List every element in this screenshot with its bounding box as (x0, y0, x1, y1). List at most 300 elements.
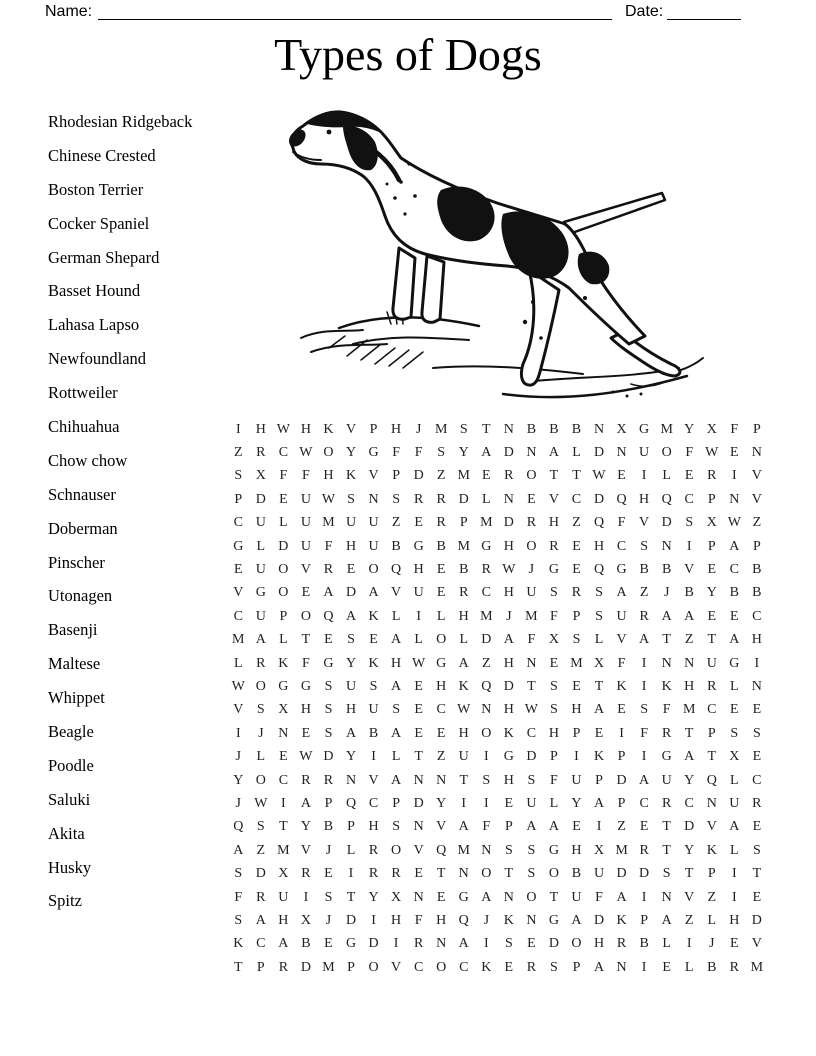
grid-letter: S (595, 585, 603, 601)
grid-letter: D (593, 445, 605, 461)
grid-letter: E (324, 632, 333, 648)
grid-letter: S (572, 632, 581, 648)
grid-letter: G (616, 562, 627, 578)
grid-letter: N (526, 655, 537, 671)
grid-letter: O (278, 562, 289, 578)
grid-letter: E (414, 515, 423, 531)
grid-letter: I (619, 725, 624, 741)
grid-letter: A (300, 795, 311, 811)
grid-letter: U (300, 515, 311, 531)
grid-letter: H (593, 936, 605, 952)
grid-letter: M (457, 468, 470, 484)
grid-letter: L (707, 912, 717, 928)
grid-letter: K (616, 678, 627, 694)
grid-letter: W (299, 749, 313, 765)
word-list-item: Spitz (48, 891, 82, 911)
grid-letter: S (256, 702, 265, 718)
grid-letter: B (301, 936, 311, 952)
grid-letter: S (527, 842, 536, 858)
grid-letter: F (617, 515, 626, 531)
grid-letter: W (524, 702, 538, 718)
grid-letter: L (436, 608, 446, 624)
name-label: Name: (45, 3, 93, 20)
grid-letter: W (502, 562, 516, 578)
grid-letter: T (346, 889, 356, 905)
grid-letter: G (436, 655, 447, 671)
grid-letter: Y (368, 889, 379, 905)
grid-letter: C (707, 702, 717, 718)
grid-letter: S (324, 725, 333, 741)
grid-letter: V (368, 468, 379, 484)
grid-letter: I (641, 655, 647, 671)
grid-letter: H (391, 655, 402, 671)
grid-letter: H (436, 912, 447, 928)
grid-letter: S (392, 702, 400, 718)
grid-letter: K (706, 842, 717, 858)
grid-letter: C (752, 608, 762, 624)
grid-letter: F (302, 655, 310, 671)
grid-letter: J (483, 912, 490, 928)
grid-letter: C (413, 959, 424, 975)
grid-letter: S (550, 585, 558, 601)
grid-letter: E (730, 936, 739, 952)
grid-letter: H (368, 819, 379, 835)
grid-letter: V (751, 468, 762, 484)
word-list-item: German Shepard (48, 247, 160, 267)
grid-letter: P (234, 491, 243, 507)
grid-letter: T (301, 632, 311, 648)
grid-letter: Y (571, 795, 582, 811)
word-list-item: Basenji (48, 620, 98, 640)
grid-letter: H (503, 655, 514, 671)
grid-letter: K (458, 678, 469, 694)
grid-letter: H (548, 725, 559, 741)
grid-letter: J (415, 421, 422, 437)
grid-letter: I (235, 421, 241, 437)
grid-letter: V (233, 585, 244, 601)
grid-letter: R (729, 959, 739, 975)
grid-letter: E (549, 655, 559, 671)
grid-letter: Q (481, 678, 492, 694)
grid-letter: O (436, 632, 447, 648)
grid-letter: S (640, 538, 649, 554)
grid-letter: Y (458, 445, 469, 461)
grid-letter: R (436, 515, 446, 531)
grid-letter: N (526, 912, 537, 928)
grid-letter: U (571, 772, 582, 788)
grid-letter: N (481, 702, 492, 718)
grid-letter: Z (482, 655, 491, 671)
word-list-item: Chow chow (48, 450, 128, 470)
grid-letter: N (458, 866, 469, 882)
grid-letter: A (391, 772, 402, 788)
grid-letter: M (570, 655, 583, 671)
grid-letter: H (684, 678, 695, 694)
grid-letter: S (482, 772, 491, 788)
grid-letter: M (277, 842, 290, 858)
grid-letter: L (279, 515, 288, 531)
grid-letter: A (391, 632, 402, 648)
grid-letter: N (526, 445, 537, 461)
grid-letter: M (660, 421, 673, 437)
grid-letter: A (458, 655, 469, 671)
grid-letter: E (301, 725, 311, 741)
grid-letter: C (481, 585, 491, 601)
grid-letter: B (459, 562, 469, 578)
grid-letter: F (527, 632, 536, 648)
grid-letter: L (572, 445, 581, 461)
grid-letter: E (707, 562, 717, 578)
grid-letter: I (461, 795, 467, 811)
grid-letter: A (391, 725, 402, 741)
grid-letter: D (300, 959, 311, 975)
grid-letter: R (413, 936, 424, 952)
grid-letter: V (391, 585, 402, 601)
grid-letter: E (707, 608, 717, 624)
word-list-item: Chihuahua (48, 416, 120, 436)
grid-letter: E (436, 889, 446, 905)
grid-letter: S (662, 866, 671, 882)
grid-letter: G (368, 445, 379, 461)
grid-letter: V (391, 959, 402, 975)
grid-letter: H (255, 421, 266, 437)
grid-letter: L (662, 936, 671, 952)
grid-letter: C (436, 702, 446, 718)
grid-letter: R (639, 608, 649, 624)
grid-letter: U (345, 678, 357, 694)
grid-letter: N (481, 842, 492, 858)
grid-letter: R (661, 795, 672, 811)
grid-letter: P (617, 749, 626, 765)
grid-letter: U (345, 515, 357, 531)
grid-letter: H (503, 585, 514, 601)
grid-letter: W (276, 421, 290, 437)
grid-letter: O (368, 959, 379, 975)
grid-letter: Z (436, 749, 446, 765)
grid-letter: V (345, 421, 357, 437)
grid-letter: N (616, 959, 627, 975)
word-list-item: Lahasa Lapso (48, 315, 140, 335)
grid-letter: P (256, 959, 265, 975)
grid-letter: U (300, 538, 311, 554)
grid-letter: F (324, 538, 333, 554)
grid-letter: C (684, 491, 694, 507)
grid-letter: A (368, 585, 379, 601)
grid-letter: S (550, 702, 558, 718)
grid-letter: J (663, 585, 670, 601)
pointer-dog-illustration (283, 106, 707, 410)
grid-letter: S (640, 702, 649, 718)
grid-letter: F (234, 889, 243, 905)
grid-letter: I (754, 655, 760, 671)
grid-letter: Y (345, 749, 357, 765)
grid-letter: E (414, 678, 423, 694)
grid-letter: S (527, 772, 536, 788)
grid-letter: N (684, 655, 695, 671)
grid-letter: L (233, 655, 243, 671)
grid-letter: B (323, 819, 334, 835)
grid-letter: V (639, 515, 650, 531)
grid-letter: X (729, 749, 740, 765)
grid-letter: A (526, 819, 537, 835)
grid-letter: A (481, 889, 492, 905)
grid-letter: Q (593, 562, 605, 578)
grid-letter: W (592, 468, 606, 484)
grid-letter: U (706, 655, 717, 671)
word-list-item: Husky (48, 857, 92, 877)
grid-letter: G (278, 678, 289, 694)
grid-letter: G (323, 655, 334, 671)
grid-letter: R (301, 772, 311, 788)
grid-letter: A (458, 936, 469, 952)
grid-letter: E (752, 749, 762, 765)
grid-letter: H (345, 702, 357, 718)
grid-letter: T (436, 866, 446, 882)
grid-letter: P (595, 772, 603, 788)
word-list-item: Akita (48, 823, 85, 843)
grid-letter: U (413, 585, 424, 601)
grid-letter: G (458, 889, 469, 905)
grid-letter: O (661, 445, 672, 461)
grid-letter: B (391, 538, 401, 554)
grid-letter: Q (706, 772, 717, 788)
grid-letter: T (549, 468, 559, 484)
grid-letter: G (233, 538, 244, 554)
grid-letter: N (503, 491, 514, 507)
grid-letter: O (436, 959, 447, 975)
grid-letter: E (414, 866, 423, 882)
grid-letter: U (368, 702, 379, 718)
grid-letter: S (234, 866, 243, 882)
grid-letter: O (526, 538, 537, 554)
grid-letter: O (571, 936, 582, 952)
grid-letter: P (347, 959, 355, 975)
grid-letter: X (706, 421, 717, 437)
grid-letter: C (278, 772, 289, 788)
grid-letter: Y (300, 819, 311, 835)
grid-letter: W (412, 655, 426, 671)
grid-letter: R (256, 445, 266, 461)
grid-letter: F (279, 468, 288, 484)
grid-letter: L (730, 678, 739, 694)
grid-letter: I (483, 749, 489, 765)
grid-letter: H (729, 912, 740, 928)
grid-letter: Y (684, 772, 695, 788)
grid-letter: B (571, 866, 582, 882)
grid-letter: K (503, 912, 514, 928)
grid-letter: C (526, 725, 537, 741)
grid-letter: R (278, 959, 289, 975)
grid-letter: F (617, 655, 626, 671)
grid-letter: Y (345, 445, 357, 461)
grid-letter: X (278, 866, 289, 882)
grid-letter: I (371, 912, 376, 928)
grid-letter: D (503, 678, 514, 694)
grid-letter: I (235, 725, 241, 741)
grid-letter: J (325, 842, 332, 858)
grid-letter: S (234, 468, 243, 484)
grid-letter: L (391, 608, 401, 624)
grid-letter: U (458, 749, 469, 765)
grid-letter: D (526, 749, 537, 765)
grid-letter: I (281, 795, 286, 811)
grid-letter: P (550, 749, 558, 765)
grid-letter: Y (684, 842, 695, 858)
name-blank-line (98, 4, 612, 20)
grid-letter: L (256, 749, 266, 765)
grid-letter: X (255, 468, 266, 484)
grid-letter: Z (684, 632, 694, 648)
grid-letter: D (458, 491, 469, 507)
grid-letter: C (233, 608, 243, 624)
grid-letter: O (278, 585, 289, 601)
grid-letter: O (255, 772, 266, 788)
grid-letter: H (503, 538, 514, 554)
grid-letter: O (481, 866, 492, 882)
grid-letter: B (571, 421, 582, 437)
grid-letter: N (345, 772, 357, 788)
grid-letter: V (751, 491, 762, 507)
grid-letter: R (323, 562, 334, 578)
grid-letter: R (368, 842, 379, 858)
grid-letter: Q (593, 515, 605, 531)
grid-letter: D (548, 936, 559, 952)
grid-letter: E (324, 936, 333, 952)
grid-letter: P (504, 819, 513, 835)
grid-letter: G (413, 538, 424, 554)
grid-letter: O (323, 445, 334, 461)
grid-letter: W (231, 678, 245, 694)
grid-letter: R (661, 725, 672, 741)
grid-letter: E (369, 632, 378, 648)
grid-letter: G (548, 912, 559, 928)
grid-letter: E (436, 585, 446, 601)
grid-letter: N (706, 795, 717, 811)
grid-letter: U (526, 585, 537, 601)
word-list-item: Cocker Spaniel (48, 213, 150, 233)
grid-letter: S (752, 725, 761, 741)
grid-letter: S (752, 842, 761, 858)
word-list-item: Rottweiler (48, 383, 118, 403)
grid-letter: G (503, 749, 514, 765)
grid-letter: H (300, 421, 311, 437)
grid-letter: X (593, 655, 605, 671)
grid-letter: R (707, 468, 717, 484)
grid-letter: L (730, 772, 739, 788)
grid-letter: L (662, 468, 671, 484)
grid-letter: R (368, 866, 379, 882)
grid-letter: I (641, 468, 647, 484)
grid-letter: A (548, 819, 559, 835)
grid-letter: S (392, 819, 400, 835)
grid-letter: A (255, 912, 266, 928)
grid-letter: Q (661, 491, 672, 507)
grid-letter: K (323, 421, 334, 437)
grid-letter: K (593, 749, 605, 765)
grid-letter: R (707, 678, 717, 694)
grid-letter: K (503, 725, 514, 741)
grid-letter: B (639, 936, 649, 952)
grid-letter: H (300, 702, 311, 718)
word-list-item: Boston Terrier (48, 179, 144, 199)
grid-letter: G (255, 585, 266, 601)
grid-letter: H (593, 538, 605, 554)
grid-letter: I (641, 678, 647, 694)
grid-letter: E (504, 959, 514, 975)
grid-letter: T (572, 468, 581, 484)
grid-letter: D (639, 866, 650, 882)
grid-letter: F (595, 889, 603, 905)
grid-letter: I (596, 819, 602, 835)
grid-letter: U (616, 608, 627, 624)
grid-letter: U (255, 562, 266, 578)
word-list-item: Poodle (48, 755, 94, 775)
grid-letter: E (752, 702, 762, 718)
grid-letter: I (371, 749, 376, 765)
grid-letter: H (391, 912, 402, 928)
grid-letter: Z (752, 515, 762, 531)
grid-letter: U (368, 515, 379, 531)
grid-letter: K (368, 608, 379, 624)
grid-letter: Y (345, 655, 357, 671)
grid-letter: W (457, 702, 471, 718)
grid-letter: P (572, 608, 581, 624)
grid-letter: K (661, 678, 672, 694)
grid-letter: A (323, 585, 334, 601)
word-list-item: Pinscher (48, 552, 105, 572)
grid-letter: F (662, 702, 671, 718)
grid-letter: R (413, 491, 424, 507)
grid-letter: B (729, 585, 739, 601)
grid-letter: B (549, 421, 559, 437)
grid-letter: R (436, 491, 446, 507)
grid-letter: B (526, 421, 537, 437)
grid-letter: R (391, 866, 401, 882)
grid-letter: E (639, 819, 649, 835)
grid-letter: D (413, 795, 424, 811)
grid-letter: Q (616, 491, 627, 507)
grid-letter: E (436, 562, 446, 578)
grid-letter: T (279, 819, 288, 835)
grid-letter: M (457, 842, 470, 858)
grid-letter: E (684, 468, 694, 484)
grid-letter: E (617, 468, 626, 484)
grid-letter: C (639, 795, 649, 811)
grid-letter: R (526, 959, 537, 975)
grid-letter: P (324, 795, 333, 811)
grid-letter: W (321, 491, 336, 507)
grid-letter: N (503, 889, 514, 905)
grid-letter: S (234, 912, 243, 928)
grid-letter: Q (233, 819, 244, 835)
grid-letter: E (572, 538, 581, 554)
grid-letter: N (661, 655, 672, 671)
word-list-item: Chinese Crested (48, 145, 156, 165)
grid-letter: H (413, 562, 424, 578)
grid-letter: T (527, 678, 536, 694)
grid-letter: E (414, 702, 423, 718)
grid-letter: X (391, 889, 402, 905)
grid-letter: K (278, 655, 289, 671)
grid-letter: E (482, 468, 491, 484)
word-list-item: Utonagen (48, 586, 113, 606)
grid-letter: A (391, 678, 402, 694)
grid-letter: I (641, 889, 647, 905)
grid-letter: H (458, 608, 469, 624)
grid-letter: T (233, 959, 243, 975)
grid-letter: P (347, 819, 355, 835)
grid-letter: S (324, 889, 333, 905)
